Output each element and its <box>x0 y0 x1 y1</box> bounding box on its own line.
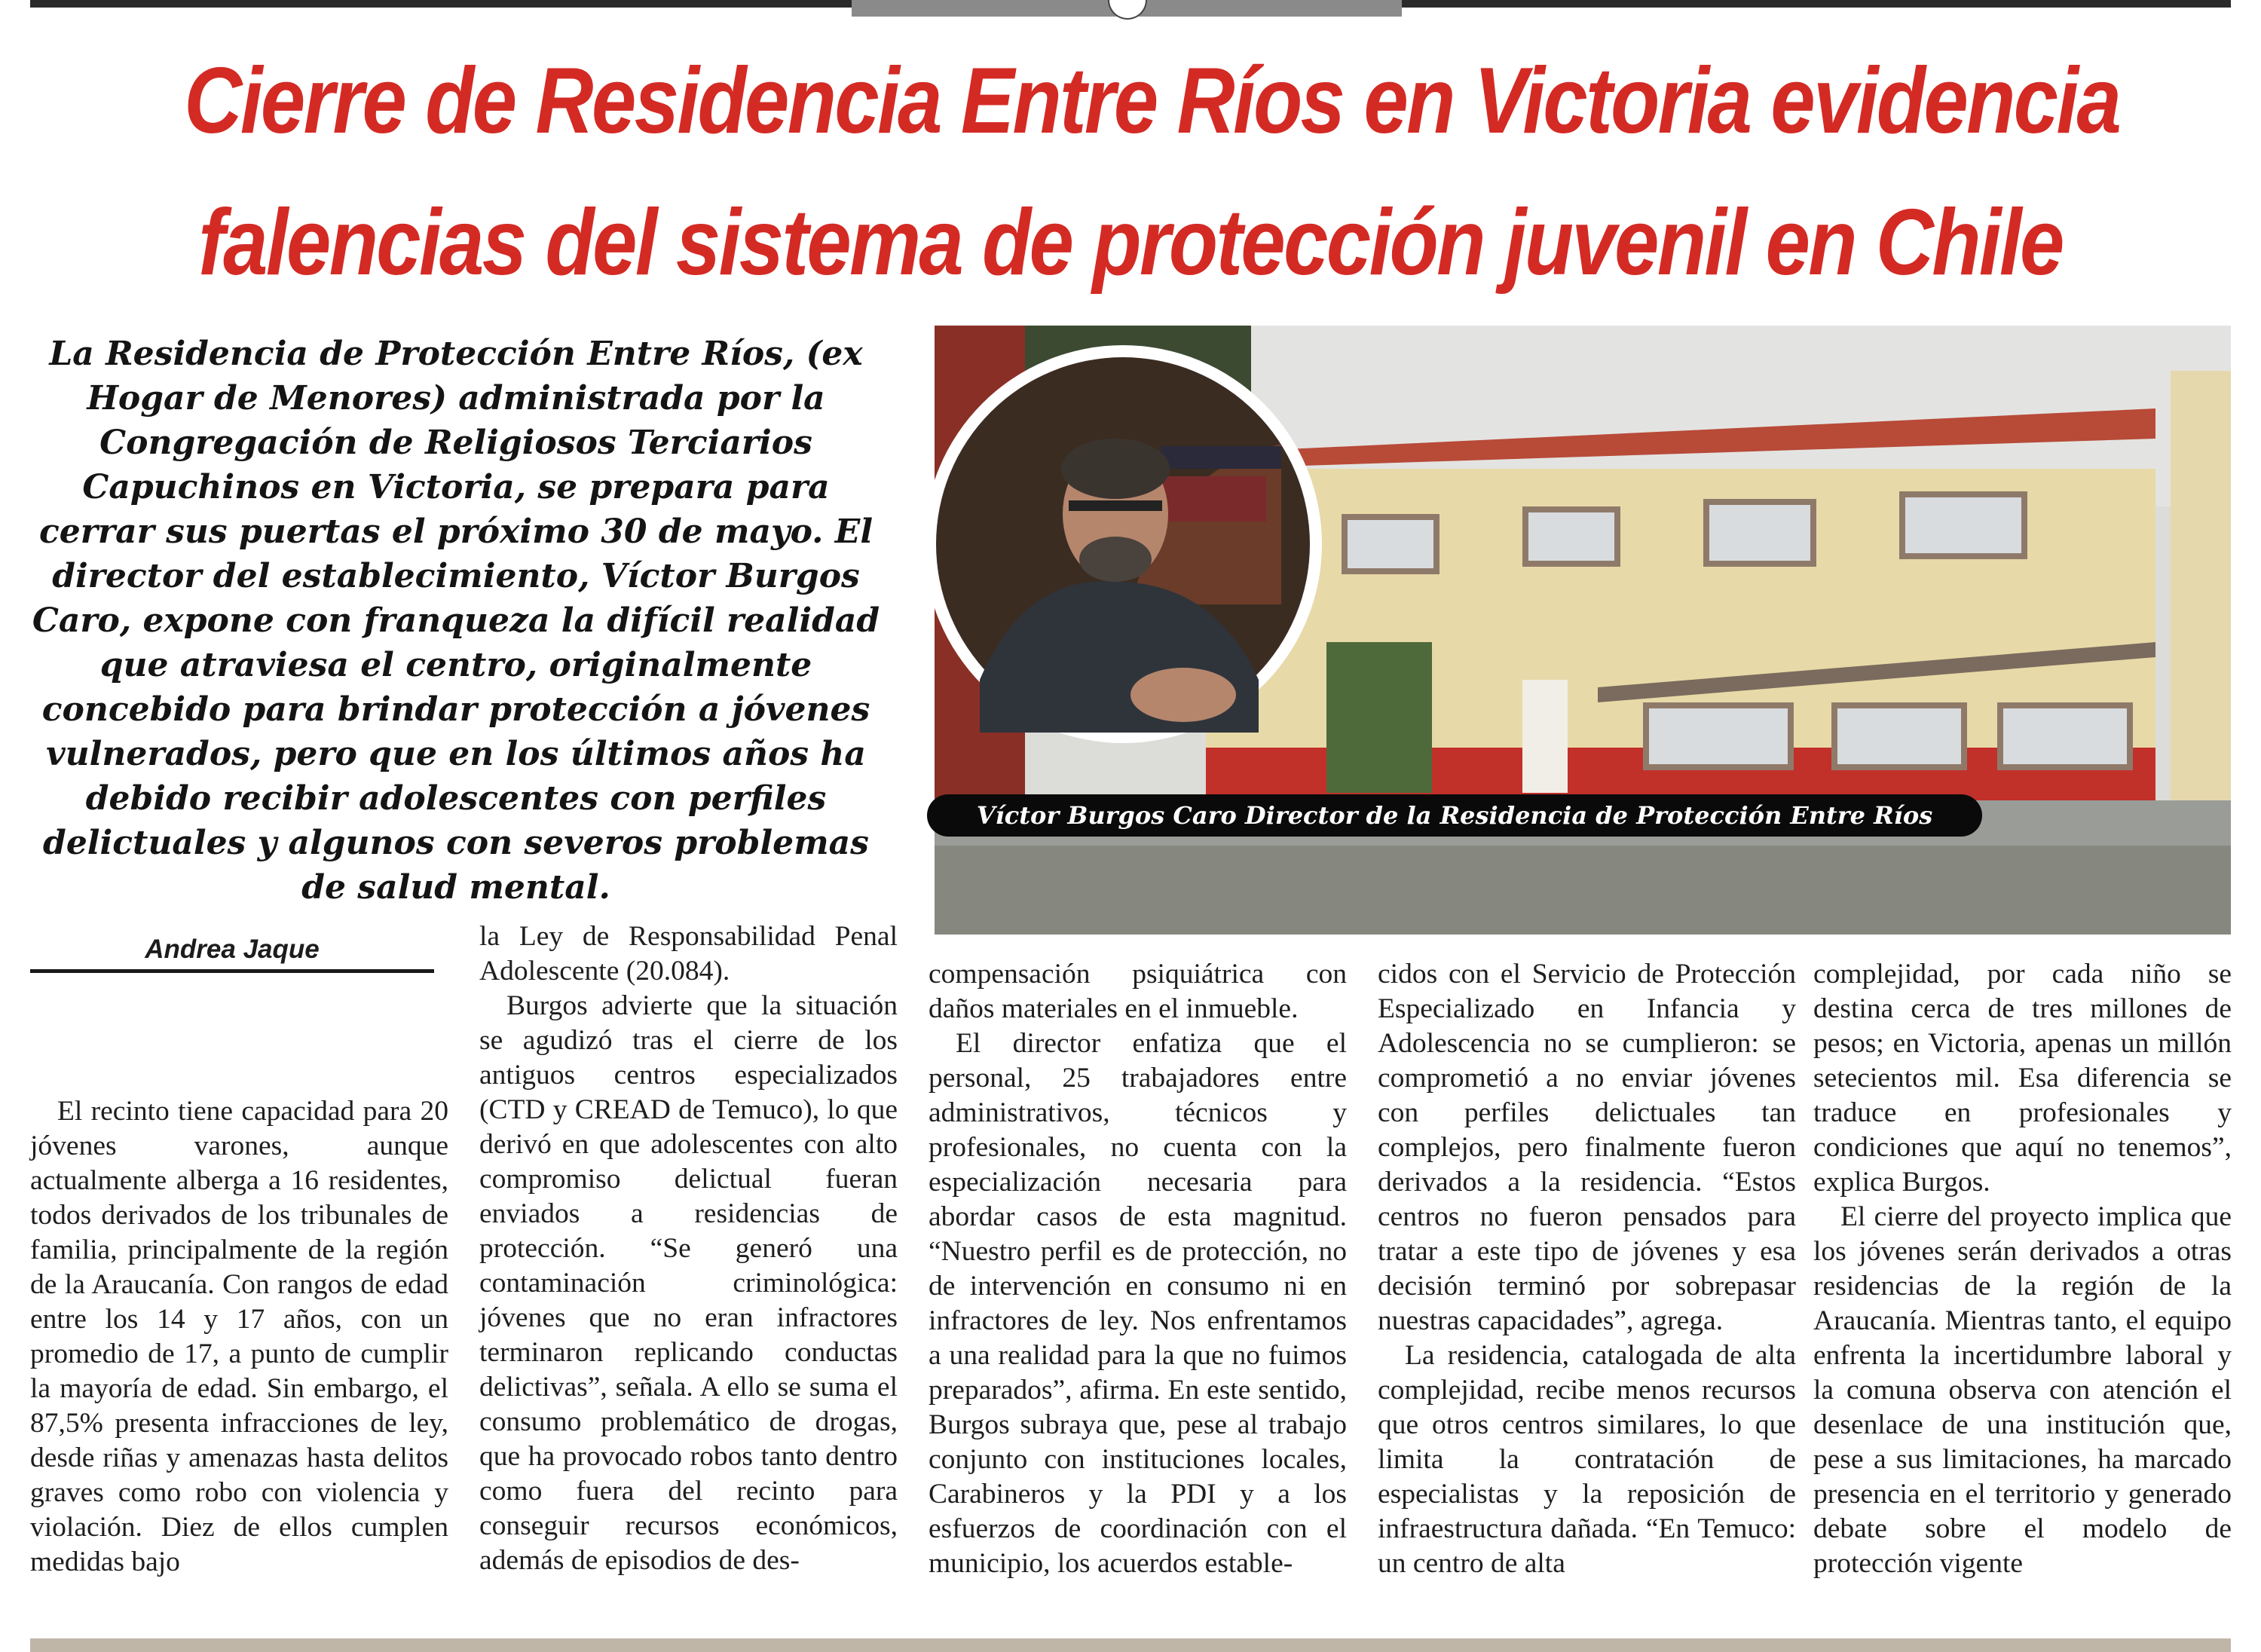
residence-building-image <box>935 326 2231 935</box>
column-2-paragraph-2: Burgos advierte que la situación se agudizó tras el cierre de los antiguos centros especializados (CTD y CREAD de Temuco), lo que derivó en que adolescentes con alto compromiso delictual fueran enviados a residencias de protección. “Se generó una contaminación criminológica: jóvenes que no eran infractores terminaron replicando conductas delictivas”, señala. A ello se suma el consumo problemático de drogas, que ha provocado robos tanto dentro como fuera del recinto para conseguir recursos económicos, además de episodios de des- <box>479 990 898 1576</box>
column-3-paragraph-1: compensación psiquiátrica con daños materiales en el inmueble. <box>929 959 1347 1024</box>
photo-caption: Víctor Burgos Caro Director de la Residencia de Protección Entre Ríos <box>927 794 1982 837</box>
article-column-5 <box>1813 957 2232 1581</box>
column-3-paragraph-2: El director enfatiza que el personal, 25 trabajadores entre administrativos, técnicos y profesionales, no cuenta con la especialización necesaria para abordar casos de esta magnitud. “Nuestro perfil es de protección, no de intervención en consumo ni en infractores de ley. Nos enfrentamos a una realidad para la que no fuimos preparados”, afirma. En este sentido, Burgos subraya que, pese al trabajo conjunto con instituciones locales, Carabineros y la PDI y a los esfuerzos de coordinación con el municipio, los acuerdos estable- <box>929 1028 1347 1579</box>
column-2-paragraph-1: la Ley de Responsabilidad Penal Adolescente (20.084). <box>479 921 898 987</box>
top-rule-right <box>1402 0 2231 8</box>
column-1-paragraph-1: El recinto tiene capacidad para 20 jóvenes varones, aunque actualmente alberga a 16 residentes, todos derivados de los tribunales de familia, principalmente de la región de la Araucanía. Con rangos de edad entre los 14 y 17 años, con un promedio de 17, a punto de cumplir la mayoría de edad. Sin embargo, el 87,5% presenta infracciones de ley, desde riñas y amenazas hasta delitos graves como robo con violencia y violación. Diez de ellos cumplen medidas bajo <box>30 1096 448 1577</box>
article-column-1 <box>30 1094 448 1580</box>
top-rule-left <box>30 0 852 8</box>
article-column-2 <box>479 919 898 1578</box>
newspaper-logo-icon <box>1108 0 1147 20</box>
residence-photo <box>935 326 2231 935</box>
next-article-photo-strip <box>30 1638 2231 1652</box>
headline-line-2: falencias del sistema de protección juvenil en Chile <box>198 191 2063 295</box>
column-5-paragraph-1: complejidad, por cada niño se destina cerca de tres millones de pesos; en Victoria, apenas un millón setecientos mil. Esa diferencia se traduce en profesionales y condiciones que aquí no tenemos”, explica Burgos. <box>1813 959 2232 1198</box>
column-4-paragraph-1: cidos con el Servicio de Protección Especializado en Infancia y Adolescencia no se cumplieron: se comprometió a no enviar jóvenes con perfiles delictuales tan complejos, pero finalmente fueron derivados a la residencia. “Estos centros no fueron pensados para tratar a este tipo de jóvenes y esa decisión terminó por sobrepasar nuestras capacidades”, agrega. <box>1378 959 1796 1336</box>
column-4-paragraph-2: La residencia, catalogada de alta complejidad, recibe menos recursos que otros centros similares, lo que limita la contratación de especialistas y la reposición de infraestructura dañada. “En Temuco: un centro de alta <box>1378 1340 1796 1579</box>
headline-line-1: Cierre de Residencia Entre Ríos en Victoria evidencia <box>184 49 2120 153</box>
headline <box>184 30 2120 314</box>
byline-rule <box>30 969 434 973</box>
article-column-3 <box>929 957 1347 1581</box>
column-5-paragraph-2: El cierre del proyecto implica que los jóvenes serán derivados a otras residencias de la región de la Araucanía. Mientras tanto, el equipo enfrenta la incertidumbre laboral y la comuna observa con atención el desenlace de una institución que, pese a sus limitaciones, ha marcado presencia en el territorio y generado debate sobre el modelo de protección vigente <box>1813 1201 2232 1579</box>
byline: Andrea Jaque <box>145 935 320 964</box>
article-column-4 <box>1378 957 1796 1581</box>
lead-paragraph: La Residencia de Protección Entre Ríos, (ex Hogar de Menores) administrada por la Congregación de Religiosos Terciarios Capuchinos en Victoria, se prepara para cerrar sus puertas el próximo 30 de mayo. El director del establecimiento, Víctor Burgos Caro, expone con franqueza la difícil realidad que atraviesa el centro, originalmente concebido para brindar protección a jóvenes vulnerados, pero que en los últimos años ha debido recibir adolescentes con perfiles delictuales y algunos con severos problemas de salud mental. <box>32 335 880 907</box>
